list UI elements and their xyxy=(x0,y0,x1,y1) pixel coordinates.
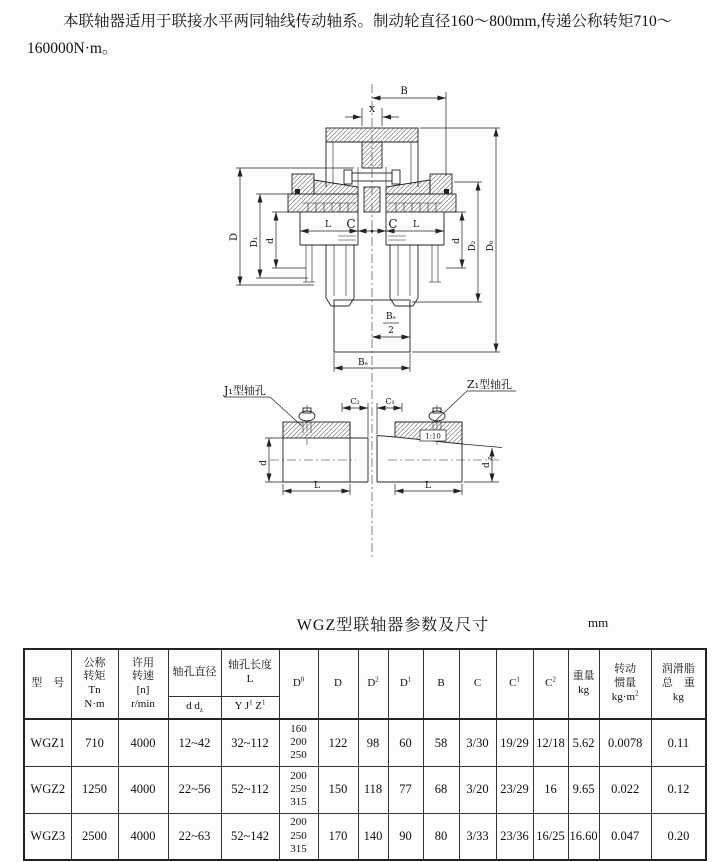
col-header-D0: $D^0$ xyxy=(279,649,318,719)
dim-label-d-right: d xyxy=(452,238,462,244)
cell-C-row1: 3/30 xyxy=(459,719,496,766)
col-subheader-bore_dia: d $d_z$ xyxy=(168,696,221,719)
cell-weight-row3: 16.60 xyxy=(568,813,599,860)
cell-inertia-row2: 0.022 xyxy=(599,766,651,813)
cell-bore_dia-row3: 22~63 xyxy=(168,813,221,860)
cell-D-row3: 170 xyxy=(318,813,358,860)
cell-C2-row3: 16/25 xyxy=(533,813,568,860)
col-header-C1: $C^1$ xyxy=(496,649,533,719)
cell-weight-row1: 5.62 xyxy=(568,719,599,766)
cell-D0-row1: 160 200 250 xyxy=(279,719,318,766)
dim-label-dz-subscript: z xyxy=(485,456,494,460)
cell-torque-row3: 2500 xyxy=(71,813,118,860)
cell-bore_dia-row1: 12~42 xyxy=(168,719,221,766)
cell-bore_len-row2: 52~112 xyxy=(221,766,279,813)
intro-line-1: 本联轴器适用于联接水平两同轴线传动轴系。制动轮直径160～800mm,传递公称转矩710～ xyxy=(63,13,673,30)
cell-inertia-row3: 0.047 xyxy=(599,813,651,860)
table-unit: mm xyxy=(588,615,609,630)
table-title-row xyxy=(0,612,726,636)
cell-C-row2: 3/20 xyxy=(459,766,496,813)
parameters-table xyxy=(23,648,707,861)
col-subheader-bore_len: Y $J^1$ $Z^1$ xyxy=(221,696,279,719)
cell-grease-row3: 0.20 xyxy=(651,813,706,860)
coupling-diagram xyxy=(0,82,726,564)
dim-label-C1: C₁ xyxy=(385,397,395,406)
cell-grease-row1: 0.11 xyxy=(651,719,706,766)
cell-C-row3: 3/33 xyxy=(459,813,496,860)
cell-B-row2: 68 xyxy=(423,766,459,813)
cell-model-row1: WGZ1 xyxy=(24,719,71,766)
table-title: WGZ型联轴器参数及尺寸 xyxy=(296,617,490,634)
dim-label-Be: Bₑ xyxy=(357,358,369,368)
cell-bore_len-row3: 52~142 xyxy=(221,813,279,860)
cell-D1-row1: 60 xyxy=(388,719,423,766)
right-coupling-half xyxy=(386,174,456,306)
cell-C2-row1: 12/18 xyxy=(533,719,568,766)
taper-label: 1:10 xyxy=(425,432,441,441)
left-coupling-half xyxy=(288,174,358,306)
cell-bore_len-row1: 32~112 xyxy=(221,719,279,766)
intro-line-2: 160000N·m。 xyxy=(27,40,118,57)
cell-D1-row3: 90 xyxy=(388,813,423,860)
dim-label-C2: C₂ xyxy=(350,397,360,406)
dim-label-D1: D₁ xyxy=(250,236,260,248)
cell-grease-row2: 0.12 xyxy=(651,766,706,813)
cell-C1-row3: 23/36 xyxy=(496,813,533,860)
cell-D2-row1: 98 xyxy=(358,719,388,766)
col-header-D: D xyxy=(318,649,358,719)
col-header-C2: $C^2$ xyxy=(533,649,568,719)
cell-speed-row1: 4000 xyxy=(118,719,168,766)
cell-D-row1: 122 xyxy=(318,719,358,766)
callout-J1-bore: J₁型轴孔 xyxy=(224,384,266,397)
callout-Z1-bore: Z₁型轴孔 xyxy=(467,378,513,391)
table-body xyxy=(24,719,706,860)
cell-model-row2: WGZ2 xyxy=(24,766,71,813)
cell-weight-row2: 9.65 xyxy=(568,766,599,813)
cell-D-row2: 150 xyxy=(318,766,358,813)
cell-speed-row2: 4000 xyxy=(118,766,168,813)
dim-label-C-left: C xyxy=(346,217,356,231)
dim-label-L-left: L xyxy=(325,220,331,230)
col-header-inertia: 转动 惯量 $kg\cdot m^2$ xyxy=(599,649,651,719)
detail-dimensions xyxy=(224,391,516,495)
dim-label-Be-denominator: 2 xyxy=(388,326,394,336)
cell-D1-row2: 77 xyxy=(388,766,423,813)
cell-C1-row2: 23/29 xyxy=(496,766,533,813)
table-row-3 xyxy=(24,813,706,860)
col-header-model: 型 号 xyxy=(24,649,71,719)
cell-inertia-row1: 0.0078 xyxy=(599,719,651,766)
col-header-B: B xyxy=(423,649,459,719)
cell-C2-row2: 16 xyxy=(533,766,568,813)
header-row-main xyxy=(24,649,706,696)
cell-speed-row3: 4000 xyxy=(118,813,168,860)
cell-D0-row3: 200 250 315 xyxy=(279,813,318,860)
dim-label-dz: d xyxy=(482,462,492,468)
col-header-torque: 公称 转矩 Tn N·m xyxy=(71,649,118,719)
table-row-1 xyxy=(24,719,706,766)
cell-D0-row2: 200 250 315 xyxy=(279,766,318,813)
dim-label-Be-numerator: Bₑ xyxy=(385,312,397,322)
dim-label-d-hole: d xyxy=(259,460,269,466)
cell-B-row3: 80 xyxy=(423,813,459,860)
cell-model-row3: WGZ3 xyxy=(24,813,71,860)
intro-paragraph xyxy=(27,8,711,62)
shaft-hole-details xyxy=(283,408,502,482)
dim-label-D: D xyxy=(229,232,240,242)
dim-label-D0: D₀ xyxy=(486,240,496,252)
cell-D2-row2: 118 xyxy=(358,766,388,813)
dim-label-B: B xyxy=(400,86,408,97)
dim-label-C-right: C xyxy=(388,217,398,231)
table-header xyxy=(24,649,706,719)
dim-label-L-hole-left: L xyxy=(314,481,320,491)
dim-label-d-left: d xyxy=(266,238,276,244)
cell-B-row1: 58 xyxy=(423,719,459,766)
dim-label-X: X xyxy=(368,105,376,115)
col-header-C: C xyxy=(459,649,496,719)
cell-C1-row1: 19/29 xyxy=(496,719,533,766)
col-header-bore_len: 轴孔长度 L xyxy=(221,649,279,696)
col-header-bore_dia: 轴孔直径 xyxy=(168,649,221,696)
centerlines xyxy=(270,84,502,560)
dim-label-L-hole-right: L xyxy=(425,481,431,491)
dim-label-L-right: L xyxy=(413,220,419,230)
cell-torque-row1: 710 xyxy=(71,719,118,766)
col-header-D2: $D^2$ xyxy=(358,649,388,719)
coupling-diagram-area xyxy=(0,82,726,564)
dim-label-D2: D₂ xyxy=(468,240,478,252)
table-row-2 xyxy=(24,766,706,813)
col-header-grease: 润滑脂 总 重 kg xyxy=(651,649,706,719)
col-header-speed: 许用 转速 [n] r/min xyxy=(118,649,168,719)
cell-torque-row2: 1250 xyxy=(71,766,118,813)
col-header-weight: 重量 kg xyxy=(568,649,599,719)
cell-D2-row3: 140 xyxy=(358,813,388,860)
cell-bore_dia-row2: 22~56 xyxy=(168,766,221,813)
col-header-D1: $D^1$ xyxy=(388,649,423,719)
